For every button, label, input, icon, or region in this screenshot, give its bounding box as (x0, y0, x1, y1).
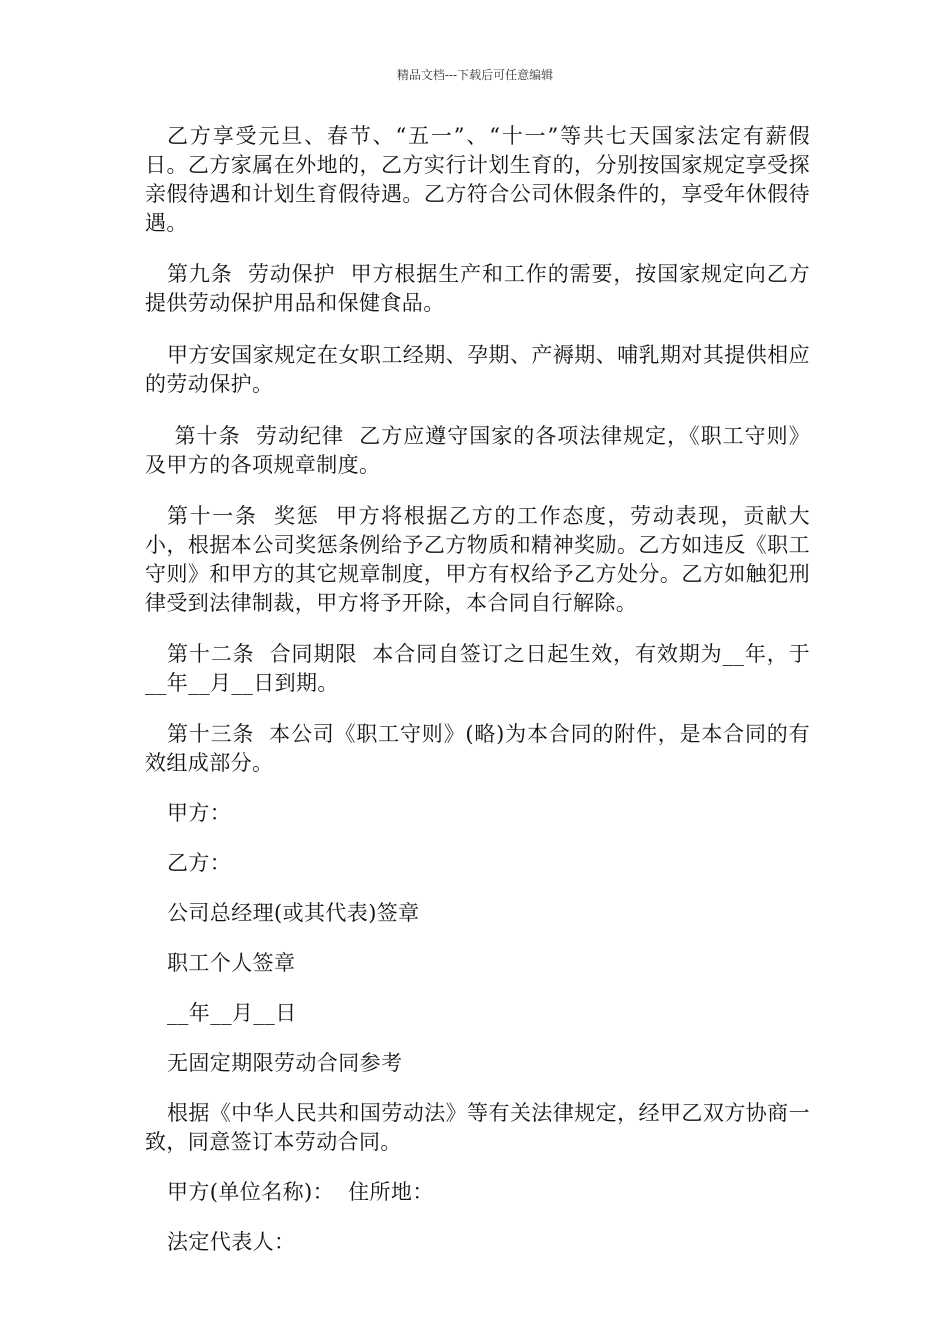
paragraph-holidays: 乙方享受元旦、春节、“五一”、“十一”等共七天国家法定有薪假日。乙方家属在外地的，乙方实行计划生育的，分别按国家规定享受探亲假待遇和计划生育假待遇。乙方符合公司休假条件的，享受年休假待遇。 (145, 124, 810, 235)
paragraph-article-11-rewards-penalties: 第十一条 奖惩 甲方将根据乙方的工作态度，劳动表现，贡献大小，根据本公司奖惩条例给予乙方物质和精神奖励。乙方如违反《职工守则》和甲方的其它规章制度，甲方有权给予乙方处分。乙方如触犯刑律受到法律制裁，甲方将予开除，本合同自行解除。 (145, 504, 810, 615)
paragraph-legal-basis: 根据《中华人民共和国劳动法》等有关法律规定，经甲乙双方协商一致，同意签订本劳动合同。 (145, 1101, 810, 1154)
section-title-indefinite-contract: 无固定期限劳动合同参考 (167, 1051, 403, 1075)
paragraph-article-9-labor-protection: 第九条 劳动保护 甲方根据生产和工作的需要，按国家规定向乙方提供劳动保护用品和保健食品。 (145, 262, 810, 315)
paragraph-female-worker-protection: 甲方安国家规定在女职工经期、孕期、产褥期、哺乳期对其提供相应的劳动保护。 (145, 343, 810, 396)
manager-signature-label: 公司总经理(或其代表)签章 (167, 901, 420, 925)
employee-signature-label: 职工个人签章 (167, 951, 296, 975)
paragraph-article-10-labor-discipline: 第十条 劳动纪律 乙方应遵守国家的各项法律规定，《职工守则》及甲方的各项规章制度。 (145, 424, 811, 477)
party-a-label: 甲方： (167, 801, 232, 825)
page-header-note: 精品文档---下载后可任意编辑 (396, 68, 554, 82)
legal-representative-label: 法定代表人： (167, 1230, 296, 1254)
party-b-label: 乙方： (167, 851, 232, 875)
paragraph-article-12-contract-term: 第十二条 合同期限 本合同自签订之日起生效，有效期为__年，于__年__月__日到期。 (145, 642, 810, 695)
paragraph-article-13-attachment: 第十三条 本公司《职工守则》(略)为本合同的附件，是本合同的有效组成部分。 (145, 722, 810, 775)
date-line: __年__月__日 (167, 1001, 297, 1025)
document-body (145, 122, 810, 1278)
party-a-unit-name-address: 甲方(单位名称)： 住所地： (167, 1180, 434, 1204)
